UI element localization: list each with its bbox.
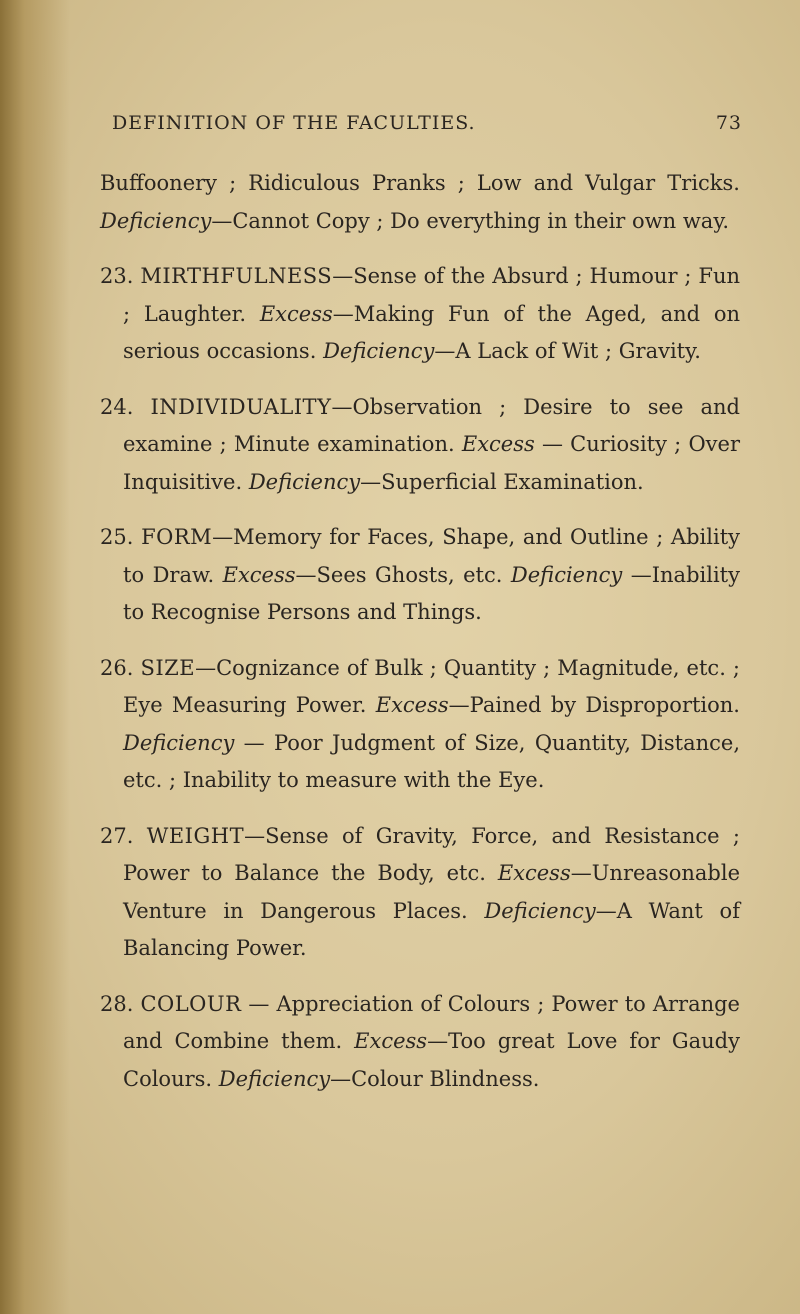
- deficiency-label: Deficiency: [484, 898, 596, 923]
- excess-label: Excess: [375, 693, 449, 717]
- faculty-entry: [100, 258, 740, 371]
- excess-text: —Pained by Disproportion.: [448, 693, 740, 717]
- entry-number: 23.: [100, 264, 134, 288]
- page-binding-shadow: [0, 0, 70, 1314]
- deficiency-label: Deficiency: [323, 339, 435, 363]
- entry-number: 24.: [100, 394, 134, 419]
- deficiency-text: —Colour Blindness.: [330, 1066, 540, 1091]
- entry-number: 28.: [100, 991, 134, 1016]
- excess-text: —Making Fun of the Aged, and on serious occasions.: [123, 301, 740, 363]
- excess-text: —Too great Love for Gaudy Colours.: [123, 1029, 740, 1091]
- deficiency-label: Deficiency: [248, 469, 361, 494]
- entry-definition: —Memory for Faces, Shape, and Outline ; Ability to Draw.: [123, 525, 740, 587]
- excess-label: Excess: [354, 1029, 428, 1053]
- entry-number: 27.: [100, 823, 134, 848]
- deficiency-label: Deficiency: [123, 730, 235, 755]
- entry-title: FORM: [141, 525, 213, 549]
- entry-number: 26.: [100, 655, 134, 680]
- faculty-entry: [100, 519, 740, 632]
- entry-definition: —Observation ; Desire to see and examine ; Minute examination.: [123, 394, 740, 456]
- deficiency-label: Deficiency: [218, 1066, 331, 1091]
- deficiency-text: —Superficial Examination.: [360, 469, 644, 494]
- deficiency-text: —Cannot Copy ; Do everything in their own way.: [211, 208, 730, 233]
- page-number: 73: [715, 112, 742, 134]
- continuation-paragraph: [100, 165, 740, 240]
- entry-definition: —Sense of Gravity, Force, and Resistance ; Power to Balance the Body, etc.: [123, 823, 740, 885]
- continuation-text: Buffoonery ; Ridiculous Pranks ; Low and Vulgar Tricks.: [100, 171, 740, 195]
- excess-text: — Curiosity ; Over Inquisitive.: [123, 432, 740, 494]
- running-header: [112, 112, 742, 142]
- deficiency-text: —A Lack of Wit ; Gravity.: [434, 339, 701, 363]
- faculty-entry: [100, 389, 740, 502]
- deficiency-label: Deficiency: [510, 562, 623, 587]
- entry-definition: —Sense of the Absurd ; Humour ; Fun ; Laughter.: [123, 264, 740, 326]
- deficiency-text: —Inability to Recognise Persons and Things.: [123, 562, 740, 624]
- excess-label: Excess: [259, 301, 333, 326]
- excess-text: —Unreasonable Venture in Dangerous Places.: [123, 861, 740, 923]
- header-title: DEFINITION OF THE FACULTIES.: [112, 112, 476, 134]
- entry-definition: — Appreciation of Colours ; Power to Arrange and Combine them.: [123, 991, 740, 1053]
- page-body: [100, 165, 740, 1098]
- entry-title: WEIGHT: [146, 823, 245, 848]
- excess-label: Excess: [497, 861, 571, 885]
- entry-title: SIZE: [140, 655, 196, 680]
- faculty-entry: [100, 650, 740, 800]
- excess-label: Excess: [222, 562, 296, 587]
- excess-text: —Sees Ghosts, etc.: [295, 562, 503, 587]
- deficiency-text: — Poor Judgment of Size, Quantity, Distance, etc. ; Inability to measure with the Eye.: [123, 730, 740, 792]
- deficiency-text: —A Want of Balancing Power.: [123, 898, 740, 960]
- faculty-entry: [100, 986, 740, 1099]
- entry-title: INDIVIDUALITY: [150, 394, 332, 419]
- deficiency-label: Deficiency: [100, 208, 212, 233]
- excess-label: Excess: [461, 432, 535, 456]
- entry-title: COLOUR: [140, 991, 242, 1016]
- entry-title: MIRTHFULNESS: [140, 264, 333, 288]
- entry-number: 25.: [100, 525, 134, 549]
- entry-definition: —Cognizance of Bulk ; Quantity ; Magnitude, etc. ; Eye Measuring Power.: [123, 655, 740, 717]
- faculty-entry: [100, 818, 740, 968]
